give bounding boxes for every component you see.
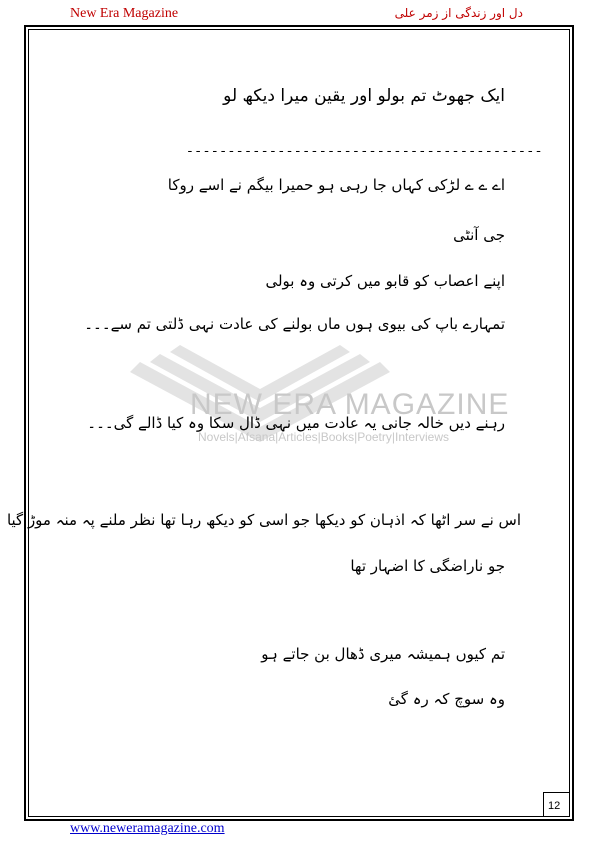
magazine-name: New Era Magazine <box>70 6 179 21</box>
text-line-3: جی آنٹی <box>453 226 505 244</box>
text-line-1: ایک جھوٹ تم بولو اور یقین میرا دیکھ لو <box>223 86 505 106</box>
text-line-5: تمہارے باپ کی بیوی ہوں ماں بولنے کی عادت نہی ڈلتی تم سے۔۔۔ <box>84 315 505 333</box>
page-number: 12 <box>548 800 561 812</box>
text-line-7: اس نے سر اٹھا کہ اذہان کو دیکھا جو اسی کو دیکھ رہا تھا نظر ملنے پہ منہ موڑ گیا <box>6 511 521 529</box>
separator-line: ------------------------------------------- <box>186 144 543 159</box>
text-line-6: رہنے دیں خالہ جانی یہ عادت میں نہی ڈال سکا وہ کیا ڈالے گی۔۔۔ <box>87 414 505 432</box>
text-line-2: اے ے ے لڑکی کہاں جا رہی ہو حمیرا بیگم نے اسے روکا <box>167 176 505 194</box>
text-line-9: تم کیوں ہمیشہ میری ڈھال بن جاتے ہو <box>261 645 505 663</box>
novel-title: دل اور زندگی از زمر علی <box>394 6 523 20</box>
text-line-10: وہ سوچ کہ رہ گئ <box>388 690 505 708</box>
watermark-title: NEW ERA MAGAZINE <box>190 388 510 421</box>
text-line-8: جو ناراضگی کا اضہار تھا <box>350 557 505 575</box>
watermark-tagline: Novels|Afsana|Articles|Books|Poetry|Interviews <box>198 430 450 444</box>
footer-website-link[interactable]: www.neweramagazine.com <box>70 821 225 836</box>
text-line-4: اپنے اعصاب کو قابو میں کرتی وہ بولی <box>265 272 505 290</box>
